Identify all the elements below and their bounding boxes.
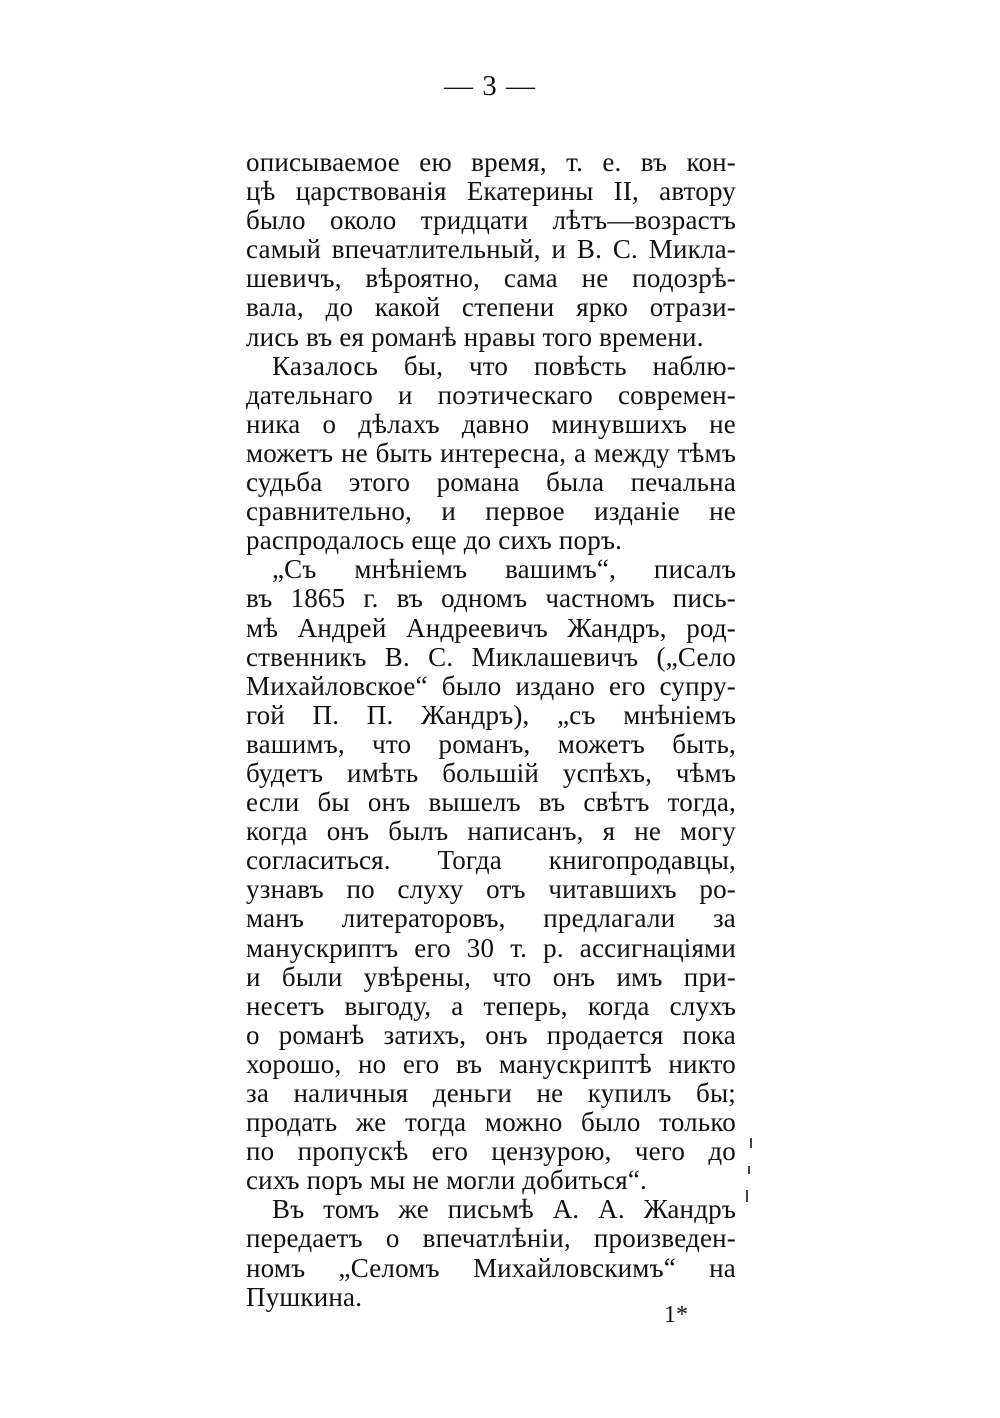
text-line: узнавъ по слуху отъ читавшихъ ро- bbox=[246, 874, 736, 905]
text-line: номъ „Селомъ Михайловскимъ“ на bbox=[246, 1252, 736, 1283]
text-line: несетъ выгоду, а теперь, когда слухъ bbox=[246, 990, 736, 1021]
signature-mark: 1* bbox=[664, 1302, 688, 1328]
text-line: описываемое ею время, т. е. въ кон- bbox=[246, 147, 736, 177]
text-line: вашимъ, что романъ, можетъ быть, bbox=[246, 728, 736, 759]
text-line: сихъ поръ мы не могли добиться“. bbox=[246, 1165, 647, 1196]
text-line: ственникъ В. С. Миклашевичъ („Село bbox=[246, 641, 736, 672]
margin-mark bbox=[750, 1138, 752, 1148]
text-line: если бы онъ вышелъ въ свѣтъ тогда, bbox=[246, 787, 736, 818]
text-line: Въ томъ же письмѣ А. А. Жандръ bbox=[272, 1194, 736, 1225]
text-line: дательнаго и поэтическаго современ- bbox=[246, 379, 736, 410]
text-line: манускриптъ его 30 т. р. ассигнаціями bbox=[246, 932, 736, 963]
margin-mark bbox=[746, 1190, 748, 1202]
text-line: судьба этого романа была печальна bbox=[246, 467, 736, 498]
text-line: мѣ Андрей Андреевичъ Жандръ, род- bbox=[246, 612, 736, 643]
text-line: Пушкина. bbox=[246, 1281, 363, 1312]
text-line: будетъ имѣть большій успѣхъ, чѣмъ bbox=[246, 757, 736, 788]
text-line: Михайловское“ было издано его супру- bbox=[246, 670, 736, 701]
text-line: за наличныя деньги не купилъ бы; bbox=[246, 1078, 736, 1108]
text-line: продать же тогда можно было только bbox=[246, 1107, 736, 1138]
text-line: по пропускѣ его цензурою, чего до bbox=[246, 1136, 736, 1167]
text-line: сравнительно, и первое изданіе не bbox=[246, 496, 736, 527]
text-line: хорошо, но его въ манускриптѣ никто bbox=[246, 1048, 736, 1079]
margin-mark bbox=[748, 1166, 750, 1174]
text-line: распродалось еще до сихъ поръ. bbox=[246, 525, 623, 556]
text-line: когда онъ былъ написанъ, я не могу bbox=[246, 816, 736, 847]
page-number: — 3 — bbox=[444, 70, 536, 102]
text-line: можетъ не быть интересна, а между тѣмъ bbox=[246, 437, 736, 468]
text-line: въ 1865 г. въ одномъ частномъ пись- bbox=[246, 583, 736, 614]
text-line: „Съ мнѣніемъ вашимъ“, писалъ bbox=[272, 554, 736, 585]
text-line: ника о дѣлахъ давно минувшихъ не bbox=[246, 408, 736, 439]
text-line: передаетъ о впечатлѣніи, произведен- bbox=[246, 1223, 736, 1254]
text-line: Казалось бы, что повѣсть наблю- bbox=[272, 350, 736, 381]
text-line: цѣ царствованія Екатерины II, автору bbox=[246, 176, 736, 207]
text-line: о романѣ затихъ, онъ продается пока bbox=[246, 1019, 736, 1050]
text-line: самый впечатлительный, и В. С. Микла- bbox=[246, 234, 736, 265]
text-line: согласиться. Тогда книгопродавцы, bbox=[246, 845, 736, 876]
text-line: вала, до какой степени ярко отрази- bbox=[246, 292, 736, 323]
text-line: и были увѣрены, что онъ имъ при- bbox=[246, 961, 736, 992]
text-line: гой П. П. Жандръ), „съ мнѣніемъ bbox=[246, 699, 736, 730]
text-line: лись въ ея романѣ нравы того времени. bbox=[246, 321, 704, 352]
text-line: манъ литераторовъ, предлагали за bbox=[246, 903, 736, 934]
body-text bbox=[246, 148, 736, 1312]
text-line: было около тридцати лѣтъ—возрастъ bbox=[246, 205, 736, 236]
text-line: шевичъ, вѣроятно, сама не подозрѣ- bbox=[246, 263, 736, 294]
